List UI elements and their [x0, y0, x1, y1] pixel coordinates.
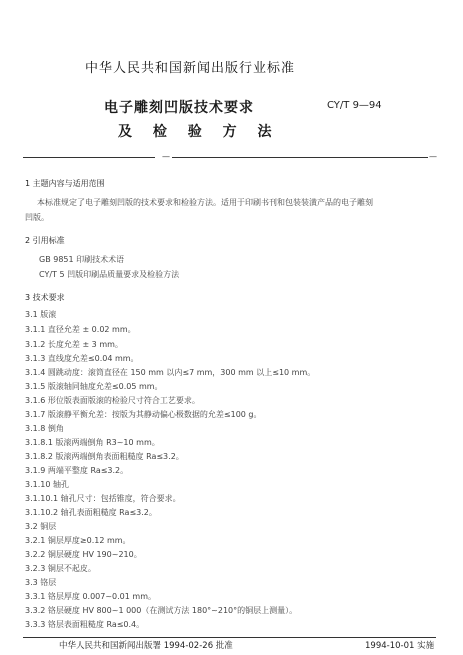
clause-3-1-8: 3.1.8 倒角	[25, 424, 64, 433]
footer-effective-date: 1994-10-01 实施	[365, 641, 435, 651]
clause-3-1-7: 3.1.7 版滚静平衡允差：按版为其静动偏心极数据的允差≤100 g。	[25, 410, 262, 419]
clause-3-3-3: 3.3.3 铬层表面粗糙度 Ra≤0.4。	[25, 620, 145, 629]
reference-standard-1: GB 9851 印刷技术术语	[39, 255, 125, 264]
clause-3-1: 3.1 版滚	[25, 310, 57, 319]
clause-3-3-2: 3.3.2 铬层硬度 HV 800~1 000（在测试方法 180°~210°的铜层上测量）。	[25, 606, 298, 615]
reference-standard-2: CY/T 5 凹版印刷品质量要求及检验方法	[39, 270, 180, 279]
standard-organization: 中华人民共和国新闻出版行业标准	[85, 61, 296, 76]
section-2-heading: 2 引用标准	[25, 236, 65, 245]
section-1-body-line1: 本标准规定了电子雕刻凹版的技术要求和检验方法。适用于印刷书刊和包装装潢产品的电子雕刻	[37, 198, 373, 207]
clause-3-3: 3.3 铬层	[25, 578, 57, 587]
title-rule-right	[172, 157, 428, 158]
title-rule-dash: —	[162, 152, 170, 161]
clause-3-1-1: 3.1.1 直径允差 ± 0.02 mm。	[25, 325, 136, 334]
clause-3-1-9: 3.1.9 两端平整度 Ra≤3.2。	[25, 466, 129, 475]
clause-3-1-5: 3.1.5 版滚轴同轴度允差≤0.05 mm。	[25, 382, 163, 391]
clause-3-1-10-1: 3.1.10.1 轴孔尺寸：包括锥度，符合要求。	[25, 494, 181, 503]
clause-3-1-2: 3.1.2 长度允差 ± 3 mm。	[25, 340, 123, 349]
clause-3-3-1: 3.3.1 铬层厚度 0.007~0.01 mm。	[25, 592, 156, 601]
standard-code: CY/T 9—94	[327, 100, 382, 111]
clause-3-2-1: 3.2.1 铜层厚度≥0.12 mm。	[25, 536, 131, 545]
title-rule-left	[23, 157, 155, 158]
document-title-line1: 电子雕刻凹版技术要求	[104, 100, 254, 116]
clause-3-1-8-1: 3.1.8.1 版滚两端倒角 R3~10 mm。	[25, 438, 160, 447]
clause-3-2: 3.2 铜层	[25, 522, 57, 531]
clause-3-2-3: 3.2.3 铜层不起皮。	[25, 564, 96, 573]
clause-3-1-6: 3.1.6 形位版表面版滚的检验尺寸符合工艺要求。	[25, 396, 200, 405]
footer-rule	[23, 637, 436, 638]
clause-3-1-4: 3.1.4 圆跳动度：滚筒直径在 150 mm 以内≤7 mm，300 mm 以上≤10 mm。	[25, 368, 316, 377]
document-title-line2: 及 检 验 方 法	[118, 124, 274, 140]
clause-3-2-2: 3.2.2 铜层硬度 HV 190~210。	[25, 550, 142, 559]
clause-3-1-3: 3.1.3 直线度允差≤0.04 mm。	[25, 354, 139, 363]
clause-3-1-8-2: 3.1.8.2 版滚两端倒角表面粗糙度 Ra≤3.2。	[25, 452, 184, 461]
clause-3-1-10: 3.1.10 轴孔	[25, 480, 69, 489]
title-rule-end: —	[429, 152, 437, 161]
clause-3-1-10-2: 3.1.10.2 轴孔表面粗糙度 Ra≤3.2。	[25, 508, 157, 517]
footer-issuer: 中华人民共和国新闻出版署 1994-02-26 批准	[59, 641, 233, 651]
section-3-heading: 3 技术要求	[25, 293, 65, 302]
section-1-heading: 1 主题内容与适用范围	[25, 179, 105, 188]
section-1-body-line2: 凹版。	[25, 213, 49, 222]
